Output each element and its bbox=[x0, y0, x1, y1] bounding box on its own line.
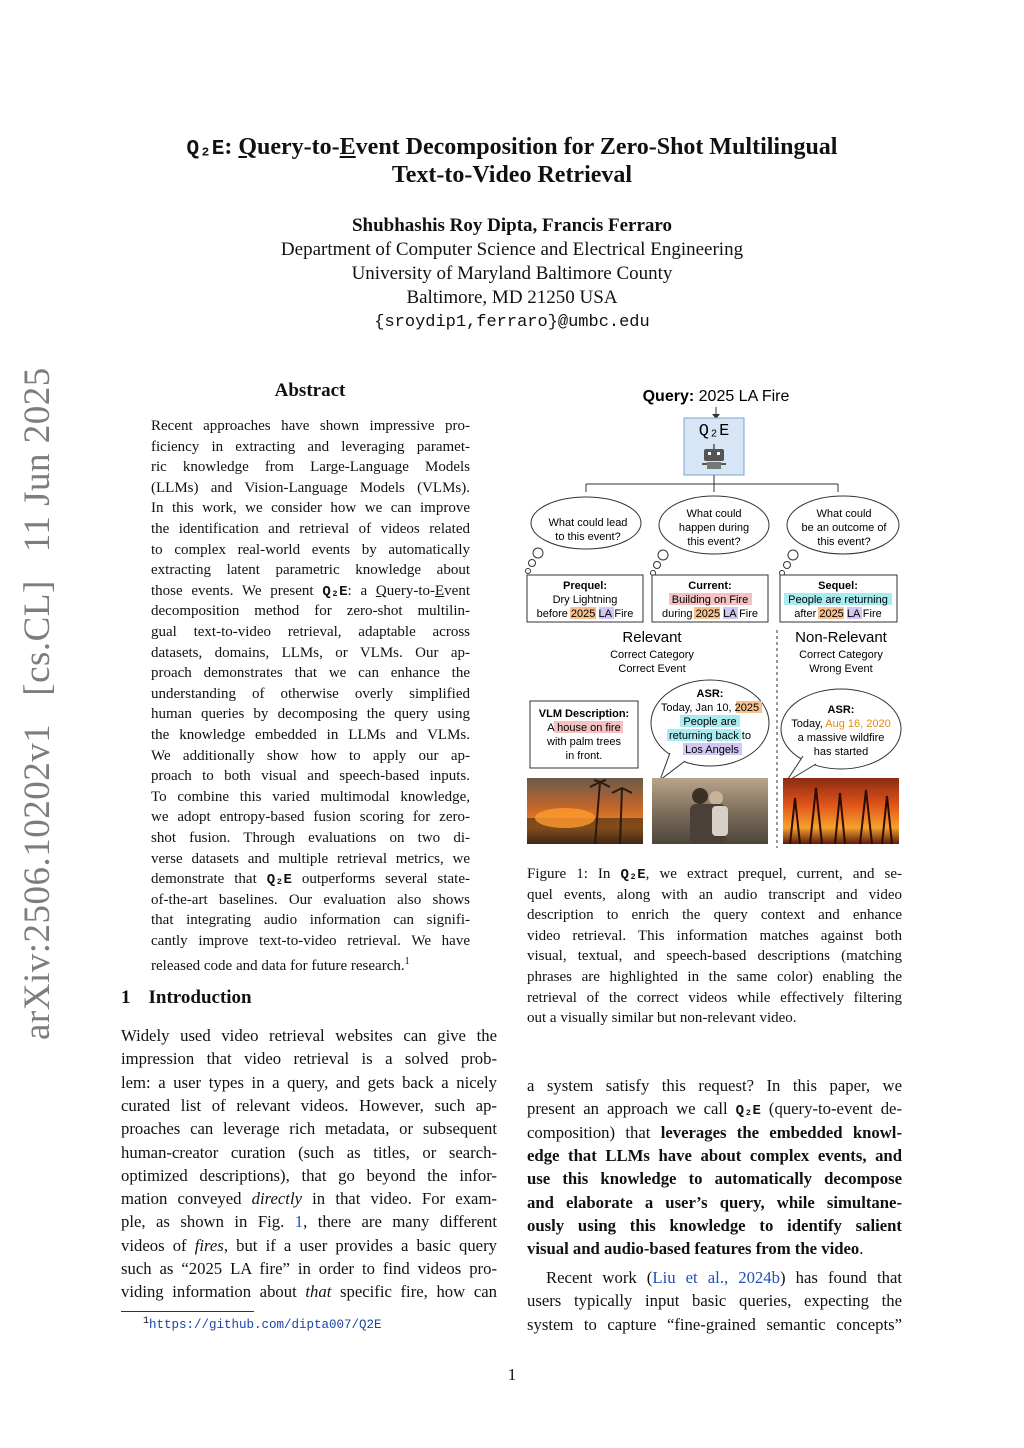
vlm-line3: in front. bbox=[565, 750, 603, 762]
abstract-line: those events. We present Q₂E: a Query-to-Event bbox=[151, 582, 470, 600]
relevant-line1: Correct Category bbox=[610, 649, 694, 661]
abstract-line: extracting latent parametric knowledge about bbox=[151, 562, 470, 579]
relevant-line2: Correct Event bbox=[618, 663, 686, 675]
page-number: 1 bbox=[507, 1365, 517, 1384]
right-column-line: and elaborate a user’s query, while simultane- bbox=[527, 1192, 902, 1212]
abstract-line: demonstrate that Q₂E outperforms several state- bbox=[151, 871, 470, 889]
sequel-line2: after 2025 LA Fire bbox=[794, 608, 882, 620]
current-title: Current: bbox=[688, 580, 732, 592]
sequel-line1: People are returning bbox=[788, 594, 888, 606]
right-column-line: users typically input basic queries, expecting the bbox=[527, 1291, 902, 1311]
intro-line: lem: a user types in a query, and gets back a nicely bbox=[121, 1072, 497, 1092]
intro-line: human-creator curation (such as titles, or search- bbox=[121, 1142, 497, 1162]
abstract-line: shot fusion. Through evaluations on two di- bbox=[151, 830, 470, 846]
asr2-line1: Today, Aug 16, 2020 bbox=[791, 718, 891, 730]
current-line1: Building on Fire bbox=[671, 594, 749, 606]
abstract-line: decomposition method for zero-shot multilin- bbox=[151, 603, 470, 620]
relevant-label: Relevant bbox=[622, 629, 682, 646]
current-line2: during 2025 LA Fire bbox=[661, 608, 759, 620]
intro-line: curated list of relevant videos. However, such ap- bbox=[121, 1095, 497, 1115]
asr2-line3: has started bbox=[813, 746, 869, 758]
right-column-line: present an approach we call Q₂E (query-to-event de- bbox=[527, 1099, 902, 1120]
non-relevant-line1: Correct Category bbox=[799, 649, 883, 661]
abstract-line: the knowledge embedded in LLMs and VLMs. bbox=[151, 727, 470, 743]
abstract-heading: Abstract bbox=[274, 380, 346, 401]
caption-line: visual, textual, and speech-based descriptions (matching bbox=[527, 948, 902, 965]
author-names: Shubhashis Roy Dipta, Francis Ferraro bbox=[351, 215, 673, 236]
figure-1 bbox=[520, 378, 912, 850]
right-column-line: visual and audio-based features from the video. bbox=[527, 1239, 864, 1259]
intro-line: mation conveyed directly in that video. For exam- bbox=[121, 1189, 497, 1209]
thought-current-text: What could happen during this event? bbox=[678, 508, 750, 548]
intro-line: such as “2025 LA fire” in order to find videos pro- bbox=[121, 1259, 497, 1278]
abstract-line: cantly improve text-to-video retrieval. We have bbox=[151, 933, 470, 949]
vlm-line1: A house on fire bbox=[547, 722, 621, 734]
intro-line: ple, as shown in Fig. 1, there are many different bbox=[121, 1212, 497, 1232]
right-column-line: edge that LLMs have about complex events, and bbox=[527, 1145, 902, 1165]
abstract-line: We additionally show how to apply our ap- bbox=[151, 747, 470, 764]
right-column-line: use this knowledge to automatically decompose bbox=[527, 1169, 902, 1189]
prequel-title: Prequel: bbox=[562, 580, 608, 592]
sequel-title: Sequel: bbox=[818, 580, 858, 592]
abstract-line: human queries by decomposing the query using bbox=[151, 706, 470, 723]
q2e-box-label: Q₂E bbox=[698, 422, 730, 441]
vlm-title: VLM Description: bbox=[538, 708, 630, 720]
abstract-line: Recent approaches have shown impressive pro- bbox=[151, 418, 470, 434]
abstract-line: proach demonstrates that we can enhance the bbox=[151, 665, 470, 682]
abstract-line: ric knowledge from Large-Language Models bbox=[151, 459, 470, 476]
abstract-line: (LLMs) and Vision-Language Models (VLMs). bbox=[151, 479, 470, 496]
author-department: Department of Computer Science and Electrical Engineering bbox=[280, 239, 744, 260]
abstract-line: that integrating audio information can signifi- bbox=[151, 912, 470, 929]
abstract-line: ficiency in extracting and leveraging paramet- bbox=[151, 438, 470, 455]
non-relevant-line2: Wrong Event bbox=[809, 663, 873, 675]
query-label: Query: 2025 LA Fire bbox=[642, 388, 790, 405]
thought-prequel-text: What could lead to this event? bbox=[548, 517, 628, 543]
thought-sequel-text: What could be an outcome of this event? bbox=[801, 508, 887, 548]
asr2-title: ASR: bbox=[827, 704, 855, 716]
abstract-line: datasets, domains, LLMs, or VLMs. Our ap- bbox=[151, 644, 470, 661]
abstract-line: gual text-to-video retrieval, adaptable across bbox=[151, 624, 470, 640]
section-heading-introduction: 1 Introduction bbox=[121, 987, 252, 1008]
non-relevant-label: Non-Relevant bbox=[795, 629, 887, 646]
arxiv-id: arXiv:2506.10202v1 bbox=[17, 723, 58, 1040]
asr1-title: ASR: bbox=[696, 688, 724, 700]
abstract-line: we adopt entropy-based fusion scoring for zero- bbox=[151, 809, 470, 826]
author-location: Baltimore, MD 21250 USA bbox=[406, 287, 618, 308]
abstract-line: To combine this varied multimodal knowledge, bbox=[151, 788, 470, 805]
intro-line: viding information about that specific fire, how can bbox=[121, 1282, 497, 1302]
arxiv-stamp bbox=[8, 367, 68, 1040]
paper-title-line1: Q₂E: Query-to-Event Decomposition for Zero-Shot Multilingual bbox=[186, 134, 838, 161]
intro-line: proaches can leverage rich metadata, or subsequent bbox=[121, 1119, 497, 1139]
prequel-line1: Dry Lightning bbox=[552, 594, 618, 606]
vlm-line2: with palm trees bbox=[547, 736, 621, 748]
asr1-line2: People are bbox=[683, 716, 737, 728]
abstract-line: understanding of otherwise overly simplified bbox=[151, 685, 470, 702]
video-thumbnail-people-returning bbox=[652, 778, 768, 844]
caption-line: phrases are highlighted in the same color) enabling the bbox=[527, 969, 902, 985]
arxiv-category: [cs.CL] bbox=[17, 580, 58, 696]
asr1-line3: returning back to bbox=[669, 730, 751, 742]
intro-line: impression that video retrieval is a solved prob- bbox=[121, 1049, 497, 1069]
asr2-line2: a massive wildfire bbox=[797, 732, 885, 744]
footnote-rule bbox=[121, 1311, 254, 1312]
intro-line: optimized descriptions), that go beyond the infor- bbox=[121, 1165, 497, 1185]
video-thumbnail-house-fire bbox=[527, 778, 643, 844]
abstract-line: released code and data for future research.$^1$ bbox=[151, 955, 410, 974]
footnote-link[interactable]: https://github.com/dipta007/Q2E bbox=[149, 1318, 382, 1333]
abstract-line: to complex real-world events by automatically bbox=[151, 541, 470, 558]
abstract-line: the identification and retrieval of videos related bbox=[151, 521, 470, 537]
author-university: University of Maryland Baltimore County bbox=[351, 263, 673, 284]
video-thumbnail-forest-fire bbox=[783, 778, 899, 844]
abstract-line: verse datasets and multiple retrieval metrics, we bbox=[151, 850, 470, 867]
intro-line: Widely used video retrieval websites can give the bbox=[121, 1026, 497, 1045]
abstract-line: of-the-art baselines. Our evaluation also shows bbox=[151, 891, 470, 908]
asr1-line1: Today, Jan 10, 2025 bbox=[660, 702, 760, 714]
right-column-line: system to capture “fine-grained semantic concepts” bbox=[527, 1314, 902, 1334]
right-column-line: Recent work (Liu et al., 2024b) has found that bbox=[546, 1268, 902, 1287]
intro-line: videos of fires, but if a user provides a basic query bbox=[121, 1235, 497, 1255]
abstract-line: In this work, we consider how we can improve bbox=[151, 500, 470, 517]
branch-connector bbox=[586, 475, 838, 492]
caption-line: quel events, along with an audio transcript and video bbox=[527, 886, 902, 903]
caption-line: video retrieval. This information matches against both bbox=[527, 927, 902, 944]
right-column-line: composition) that leverages the embedded knowl- bbox=[527, 1122, 902, 1142]
author-email: {sroydip1,ferraro}@umbc.edu bbox=[374, 313, 650, 332]
right-column-line: ously using this knowledge to identify salient bbox=[527, 1215, 902, 1235]
caption-line: description to enrich the query context and enhance bbox=[527, 907, 902, 924]
footnote[interactable]: $^1$https://github.com/dipta007/Q2E bbox=[143, 1316, 382, 1333]
prequel-line2: before 2025 LA Fire bbox=[536, 608, 634, 620]
paper-title-line2: Text-to-Video Retrieval bbox=[391, 162, 633, 188]
abstract-line: proach to both visual and speech-based inputs. bbox=[151, 768, 470, 785]
right-column-line: a system satisfy this request? In this paper, we bbox=[527, 1076, 902, 1095]
caption-line: retrieval of the correct videos while effectively filtering bbox=[527, 989, 902, 1006]
caption-line: Figure 1: In Q₂E, we extract prequel, current, and se- bbox=[527, 866, 903, 883]
arxiv-date: 11 Jun 2025 bbox=[17, 367, 58, 553]
caption-line: out a visually similar but non-relevant video. bbox=[527, 1010, 797, 1027]
asr1-line4: Los Angels bbox=[685, 744, 739, 756]
